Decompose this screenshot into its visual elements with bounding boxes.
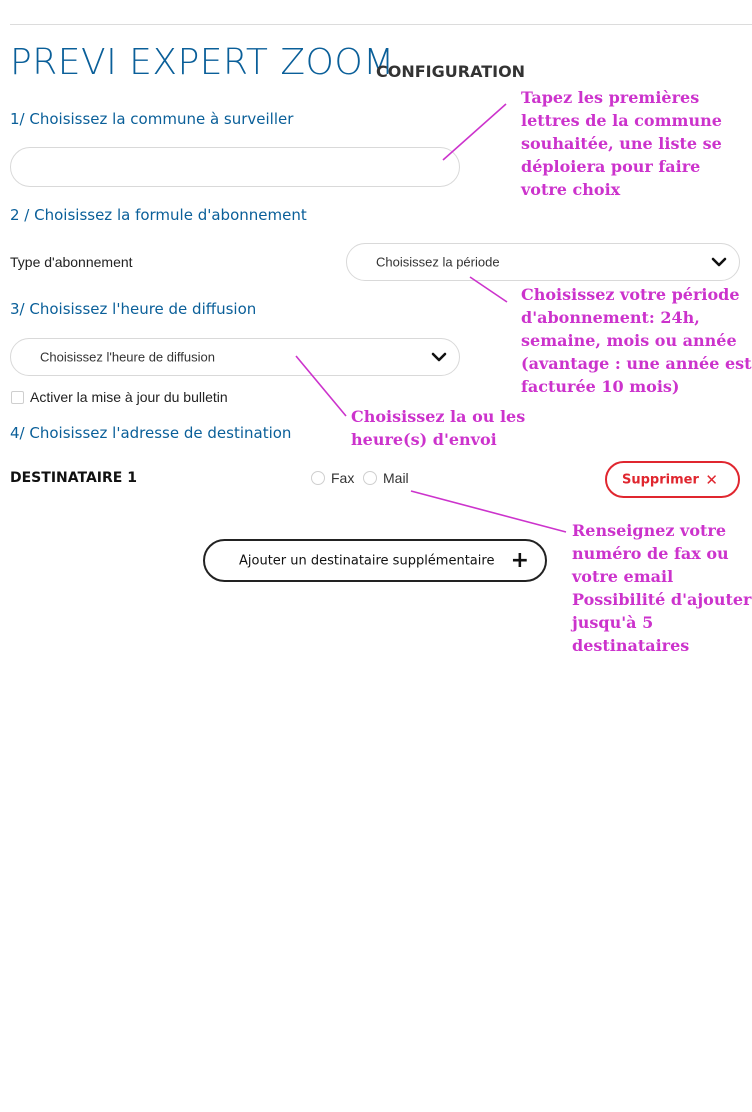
period-select[interactable] — [346, 243, 740, 281]
annotation-destinataire-line: Renseignez votre — [572, 521, 726, 540]
annotation-periode-line: (avantage : une année est — [521, 354, 752, 373]
update-checkbox[interactable] — [11, 391, 24, 404]
top-divider — [10, 24, 752, 25]
annotation-heure-line: heure(s) d'envoi — [351, 430, 497, 449]
annotation-commune-line: votre choix — [521, 180, 621, 199]
mail-radio[interactable] — [363, 471, 377, 485]
annotation-commune-line: souhaitée, une liste se — [521, 134, 722, 153]
subscription-type-label: Type d'abonnement — [10, 254, 133, 270]
add-recipient-label: Ajouter un destinataire supplémentaire — [239, 553, 495, 568]
chevron-down-icon — [431, 351, 447, 363]
recipient-label: DESTINATAIRE 1 — [10, 470, 137, 486]
annotation-periode-line: Choisissez votre période — [521, 285, 740, 304]
period-select-value: Choisissez la période — [376, 254, 500, 270]
delete-recipient-button[interactable] — [605, 461, 740, 498]
page-subtitle: CONFIGURATION — [376, 62, 526, 81]
hour-select-value: Choisissez l'heure de diffusion — [40, 349, 215, 365]
update-checkbox-label: Activer la mise à jour du bulletin — [30, 389, 228, 405]
plus-icon: + — [510, 547, 529, 573]
annotation-periode-line: d'abonnement: 24h, — [521, 308, 700, 327]
annotation-destinataire — [572, 519, 751, 657]
step3-heading: 3/ Choisissez l'heure de diffusion — [10, 300, 257, 318]
annotation-destinataire-line: Possibilité d'ajouter — [572, 590, 752, 609]
chevron-down-icon — [711, 256, 727, 268]
delete-recipient-label: Supprimer — [622, 472, 699, 487]
annotation-destinataire-line: votre email — [572, 567, 674, 586]
fax-radio-label: Fax — [331, 470, 355, 486]
annotation-destinataire-line: destinataires — [572, 636, 690, 655]
annotation-periode — [521, 283, 752, 398]
step2-heading: 2 / Choisissez la formule d'abonnement — [10, 206, 307, 224]
annotation-destinataire-line: numéro de fax ou — [572, 544, 729, 563]
annotation-commune-line: lettres de la commune — [521, 111, 722, 130]
step4-heading: 4/ Choisissez l'adresse de destination — [10, 424, 292, 442]
annotation-line-destinataire — [411, 491, 566, 532]
add-recipient-button[interactable] — [203, 539, 547, 582]
annotation-commune-line: Tapez les premières — [521, 88, 700, 107]
annotation-periode-line: facturée 10 mois) — [521, 377, 680, 396]
commune-input[interactable] — [10, 147, 460, 187]
mail-radio-label: Mail — [383, 470, 409, 486]
fax-radio[interactable] — [311, 471, 325, 485]
annotation-commune-line: déploiera pour faire — [521, 157, 701, 176]
annotation-heure-line: Choisissez la ou les — [351, 407, 526, 426]
hour-select[interactable] — [10, 338, 460, 376]
annotation-periode-line: semaine, mois ou année — [521, 331, 737, 350]
page-title: PREVI EXPERT ZOOM — [10, 42, 395, 83]
close-icon: ✕ — [705, 470, 718, 489]
step1-heading: 1/ Choisissez la commune à surveiller — [10, 110, 294, 128]
annotation-destinataire-line: jusqu'à 5 — [572, 613, 654, 632]
annotation-heure — [351, 405, 525, 451]
annotation-commune — [521, 86, 722, 201]
